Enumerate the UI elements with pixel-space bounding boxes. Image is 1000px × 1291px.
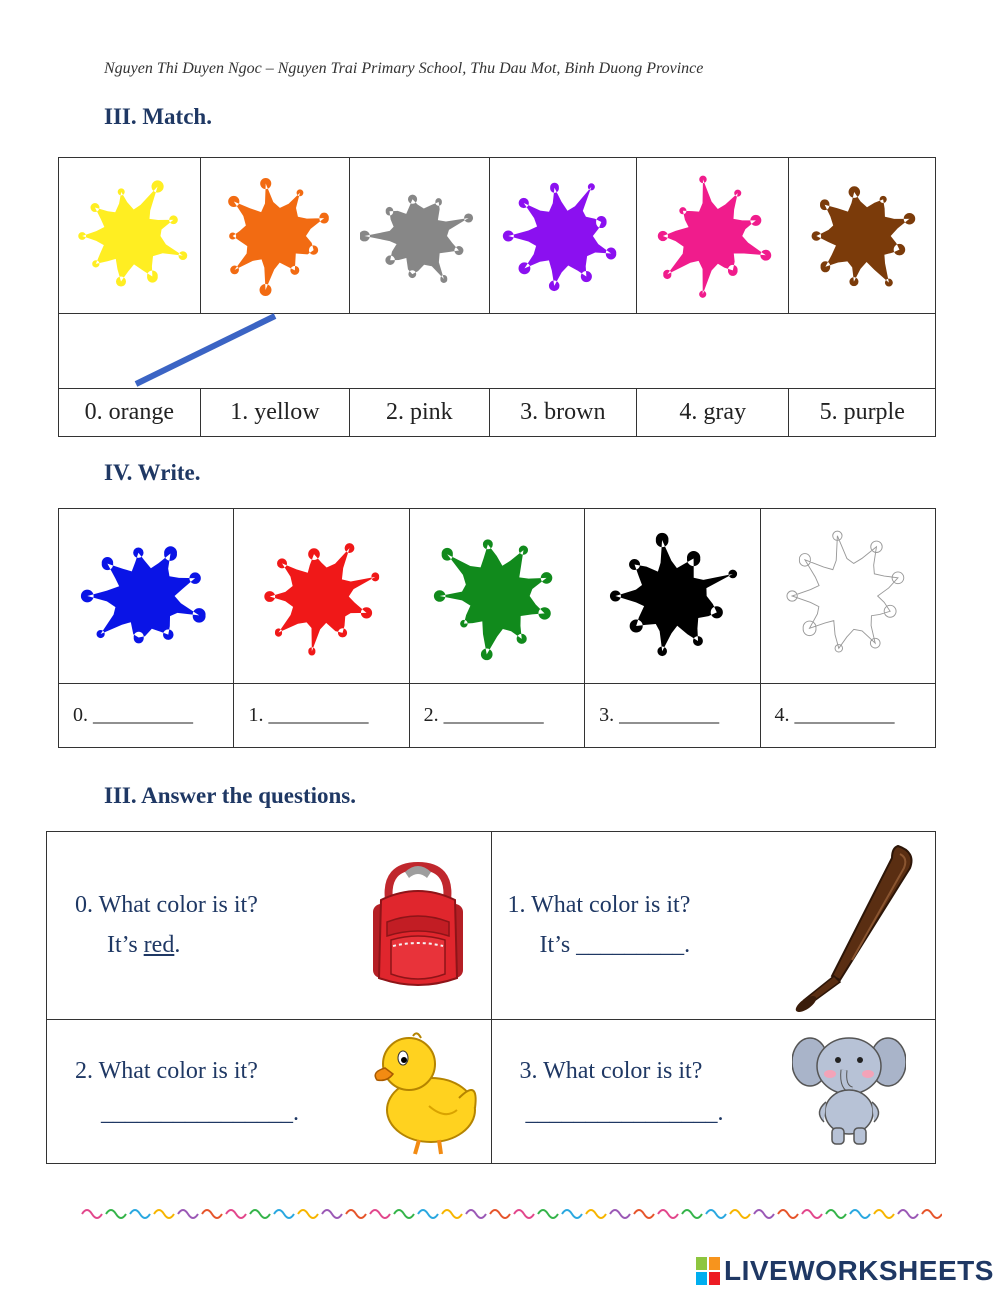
write-blank-1[interactable]: 1. __________	[234, 684, 409, 748]
backpack-icon	[365, 860, 471, 992]
red-splat-icon	[259, 534, 384, 659]
border-swirl	[634, 1210, 654, 1218]
border-swirl	[346, 1210, 366, 1218]
questions-section-title: III. Answer the questions.	[104, 783, 356, 808]
question-cell-0	[47, 832, 492, 1020]
answer-suffix-3: .	[717, 1100, 724, 1126]
question-cell-3	[491, 1020, 936, 1164]
border-swirl	[586, 1210, 606, 1218]
author-credit: Nguyen Thi Duyen Ngoc – Nguyen Trai Primary School, Thu Dau Mot, Binh Duong Province	[104, 60, 704, 77]
white-splat-icon	[778, 526, 918, 666]
border-swirl	[298, 1210, 318, 1218]
match-splat-cell-2	[350, 158, 489, 314]
border-swirl	[754, 1210, 774, 1218]
answer-suffix-0: .	[174, 932, 181, 958]
decorative-border	[80, 1204, 942, 1224]
border-swirl	[274, 1210, 294, 1218]
match-label-0[interactable]: 0. orange	[59, 389, 201, 437]
questions-table	[46, 831, 936, 1164]
border-swirl	[658, 1210, 678, 1218]
border-swirl	[106, 1210, 126, 1218]
border-swirl	[226, 1210, 246, 1218]
question-text-3: 3. What color is it?	[519, 1058, 703, 1084]
black-splat-icon	[602, 526, 742, 666]
match-table	[58, 157, 936, 437]
answer-line-1[interactable]	[540, 932, 691, 959]
gray-splat-icon	[360, 171, 478, 301]
match-label-1[interactable]: 1. yellow	[200, 389, 349, 437]
border-swirl	[730, 1210, 750, 1218]
write-blank-2[interactable]: 2. __________	[409, 684, 584, 748]
match-splat-cell-0	[59, 158, 201, 314]
border-swirl	[442, 1210, 462, 1218]
answer-line-0	[107, 932, 180, 959]
border-swirl	[466, 1210, 486, 1218]
answer-value-1[interactable]: _________	[576, 932, 685, 958]
border-swirl	[394, 1210, 414, 1218]
pink-splat-icon	[649, 171, 777, 301]
border-swirl	[130, 1210, 150, 1218]
border-swirl	[490, 1210, 510, 1218]
border-swirl	[874, 1210, 894, 1218]
match-label-5[interactable]: 5. purple	[789, 389, 936, 437]
border-swirl	[370, 1210, 390, 1218]
blue-splat-icon	[76, 526, 216, 666]
match-splat-cell-1	[200, 158, 349, 314]
border-swirl	[562, 1210, 582, 1218]
answer-line-3[interactable]	[526, 1100, 724, 1127]
border-swirl	[418, 1210, 438, 1218]
question-text-0: 0. What color is it?	[75, 892, 258, 918]
green-splat-icon	[427, 526, 567, 666]
answer-prefix-0: It’s	[107, 932, 144, 958]
brown-splat-icon	[798, 171, 926, 301]
orange-splat-icon	[211, 171, 339, 301]
border-swirl	[706, 1210, 726, 1218]
question-cell-1	[491, 832, 936, 1020]
match-drawing-area[interactable]	[59, 314, 936, 389]
question-text-2: 2. What color is it?	[75, 1058, 258, 1084]
border-swirl	[202, 1210, 222, 1218]
duck-icon	[369, 1028, 481, 1156]
question-text-1: 1. What color is it?	[507, 892, 691, 918]
write-splat-cell-4	[760, 509, 935, 684]
border-swirl	[898, 1210, 918, 1218]
answer-line-2[interactable]	[101, 1100, 299, 1127]
answer-value-2[interactable]: ________________	[101, 1100, 293, 1126]
border-swirl	[802, 1210, 822, 1218]
match-splat-cell-4	[637, 158, 789, 314]
yellow-splat-icon	[65, 171, 193, 301]
match-section-title: III. Match.	[104, 104, 212, 129]
write-splat-cell-2	[409, 509, 584, 684]
purple-splat-icon	[499, 171, 627, 301]
liveworksheets-badge-icon	[696, 1257, 720, 1285]
write-splat-cell-1	[234, 509, 409, 684]
liveworksheets-wordmark: LIVEWORKSHEETS	[724, 1255, 994, 1286]
write-blank-3[interactable]: 3. __________	[585, 684, 760, 748]
answer-prefix-1: It’s	[539, 932, 577, 958]
match-splat-cell-3	[489, 158, 637, 314]
match-label-2[interactable]: 2. pink	[350, 389, 489, 437]
answer-value-0: red	[143, 932, 175, 958]
write-splat-cell-3	[585, 509, 760, 684]
border-swirl	[178, 1210, 198, 1218]
write-table	[58, 508, 936, 748]
border-swirl	[250, 1210, 270, 1218]
elephant-icon	[792, 1032, 906, 1148]
write-blank-0[interactable]: 0. __________	[59, 684, 234, 748]
border-swirl	[682, 1210, 702, 1218]
border-swirl	[322, 1210, 342, 1218]
border-swirl	[538, 1210, 558, 1218]
answer-suffix-1: .	[684, 932, 691, 958]
border-swirl	[778, 1210, 798, 1218]
border-swirl	[922, 1210, 942, 1218]
answer-suffix-2: .	[293, 1100, 299, 1126]
border-swirl	[82, 1210, 102, 1218]
liveworksheets-logo	[696, 1255, 994, 1287]
border-swirl	[610, 1210, 630, 1218]
border-swirl	[850, 1210, 870, 1218]
write-blank-4[interactable]: 4. __________	[760, 684, 935, 748]
match-label-3[interactable]: 3. brown	[489, 389, 637, 437]
write-section-title: IV. Write.	[104, 460, 201, 485]
baseball-bat-icon	[782, 840, 922, 1012]
border-swirl	[154, 1210, 174, 1218]
match-splat-cell-5	[789, 158, 936, 314]
border-swirl	[514, 1210, 534, 1218]
match-label-4[interactable]: 4. gray	[637, 389, 789, 437]
answer-value-3[interactable]: ________________	[525, 1100, 718, 1126]
write-splat-cell-0	[59, 509, 234, 684]
question-cell-2	[47, 1020, 492, 1164]
border-swirl	[826, 1210, 846, 1218]
